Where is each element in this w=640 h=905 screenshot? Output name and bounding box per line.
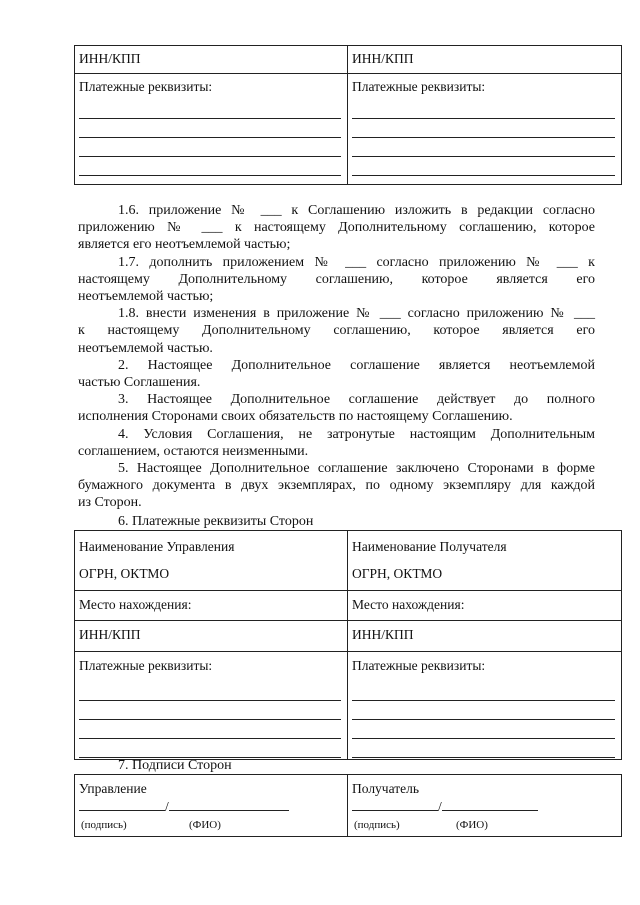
paragraph-4-line-2: соглашением, остаются неизменными. <box>78 443 309 459</box>
agreement-body <box>78 202 595 512</box>
paragraph-3-line-2: исполнения Сторонами своих обязательств по настоящему Соглашению. <box>78 409 513 425</box>
top-right-inn-label: ИНН/КПП <box>352 51 414 66</box>
management-location-label: Место нахождения: <box>79 597 192 612</box>
top-right-payment-label: Платежные реквизиты: <box>352 79 486 94</box>
name-caption: (ФИО) <box>456 819 488 831</box>
paragraph-5-line-1: 5. Настоящее Дополнительное соглашение заключено Сторонами в форме <box>118 461 595 477</box>
blank-line <box>79 739 341 758</box>
signature-blank <box>352 798 438 811</box>
recipient-name-cell <box>348 531 622 591</box>
blank-line <box>352 701 615 720</box>
management-signature-captions <box>79 815 343 831</box>
blank-line <box>352 739 615 758</box>
management-location-cell <box>75 591 348 621</box>
paragraph-1-7-line-2: настоящему Дополнительному соглашению, которое является его <box>78 271 595 287</box>
recipient-location-label: Место нахождения: <box>352 597 465 612</box>
management-signature-cell <box>75 775 348 837</box>
paragraph-5-line-2: бумажного документа в двух экземплярах, по одному экземпляру для каждой <box>78 478 595 494</box>
management-inn-label: ИНН/КПП <box>79 627 141 642</box>
paragraph-1-8-line-2: к настоящему Дополнительному соглашению, которое является его <box>78 323 595 339</box>
section-6-heading: 6. Платежные реквизиты Сторон <box>118 514 314 529</box>
management-name-cell <box>75 531 348 591</box>
blank-line <box>352 99 615 119</box>
management-inn-cell <box>75 621 348 652</box>
recipient-signature-cell <box>348 775 622 837</box>
name-caption: (ФИО) <box>189 819 221 831</box>
recipient-name-label: Наименование Получателя <box>352 539 507 554</box>
paragraph-1-8-line-1: 1.8. внести изменения в приложение № ___ согласно приложению № ___ <box>118 306 595 322</box>
recipient-location-cell <box>348 591 622 621</box>
blank-line <box>352 682 615 701</box>
paragraph-1-6-line-1: 1.6. приложение № ___ к Соглашению изложить в редакции согласно <box>118 203 595 218</box>
signature-slash: / <box>438 799 442 814</box>
paragraph-3-line-1: 3. Настоящее Дополнительное соглашение действует до полного <box>118 392 595 408</box>
management-signature-line <box>79 798 343 815</box>
management-name-label: Наименование Управления <box>79 539 235 554</box>
management-ogrn-label: ОГРН, ОКТМО <box>79 566 170 581</box>
top-left-payment-cell <box>75 74 348 185</box>
paragraph-2-line-1: 2. Настоящее Дополнительное соглашение является неотъемлемой <box>118 357 595 373</box>
blank-line <box>352 157 615 176</box>
top-right-inn-cell <box>348 46 622 74</box>
blank-line <box>79 720 341 739</box>
top-requisites-table <box>74 45 622 185</box>
blank-line <box>79 682 341 701</box>
blank-line <box>79 99 341 119</box>
top-left-payment-label: Платежные реквизиты: <box>79 79 213 94</box>
recipient-payment-label: Платежные реквизиты: <box>352 658 486 673</box>
sign-caption: (подпись) <box>354 819 400 831</box>
top-left-inn-cell <box>75 46 348 74</box>
blank-line <box>352 119 615 138</box>
blank-line <box>79 701 341 720</box>
recipient-inn-cell <box>348 621 622 652</box>
section-7-heading: 7. Подписи Сторон <box>118 758 232 773</box>
blank-line <box>352 138 615 157</box>
blank-line <box>79 119 341 138</box>
recipient-signature-line <box>352 798 617 815</box>
name-blank <box>442 798 538 811</box>
recipient-inn-label: ИНН/КПП <box>352 627 414 642</box>
paragraph-1-7-line-3: неотъемлемой частью; <box>78 289 214 305</box>
management-payment-cell <box>75 652 348 760</box>
signatures-table <box>74 774 622 837</box>
top-right-payment-cell <box>348 74 622 185</box>
paragraph-4-line-1: 4. Условия Соглашения, не затронутые настоящим Дополнительным <box>118 426 595 442</box>
blank-line <box>79 157 341 176</box>
recipient-payment-cell <box>348 652 622 760</box>
signature-blank <box>79 798 165 811</box>
recipient-ogrn-label: ОГРН, ОКТМО <box>352 566 443 581</box>
paragraph-1-6-line-2: приложению № ___ к настоящему Дополнительному соглашению, которое <box>78 220 595 236</box>
top-left-inn-label: ИНН/КПП <box>79 51 141 66</box>
party-requisites-table <box>74 530 622 760</box>
management-party-label: Управление <box>79 781 147 796</box>
paragraph-5-line-3: из Сторон. <box>78 495 142 511</box>
paragraph-2-line-2: частью Соглашения. <box>78 375 201 391</box>
paragraph-1-7-line-1: 1.7. дополнить приложением № ___ согласно приложению № ___ к <box>118 254 595 270</box>
recipient-party-label: Получатель <box>352 781 420 796</box>
paragraph-1-8-line-3: неотъемлемой частью. <box>78 340 213 356</box>
signature-slash: / <box>165 799 169 814</box>
blank-line <box>79 138 341 157</box>
sign-caption: (подпись) <box>81 819 127 831</box>
management-payment-label: Платежные реквизиты: <box>79 658 213 673</box>
name-blank <box>169 798 289 811</box>
paragraph-1-6-line-3: является его неотъемлемой частью; <box>78 237 291 253</box>
recipient-signature-captions <box>352 815 617 831</box>
blank-line <box>352 720 615 739</box>
